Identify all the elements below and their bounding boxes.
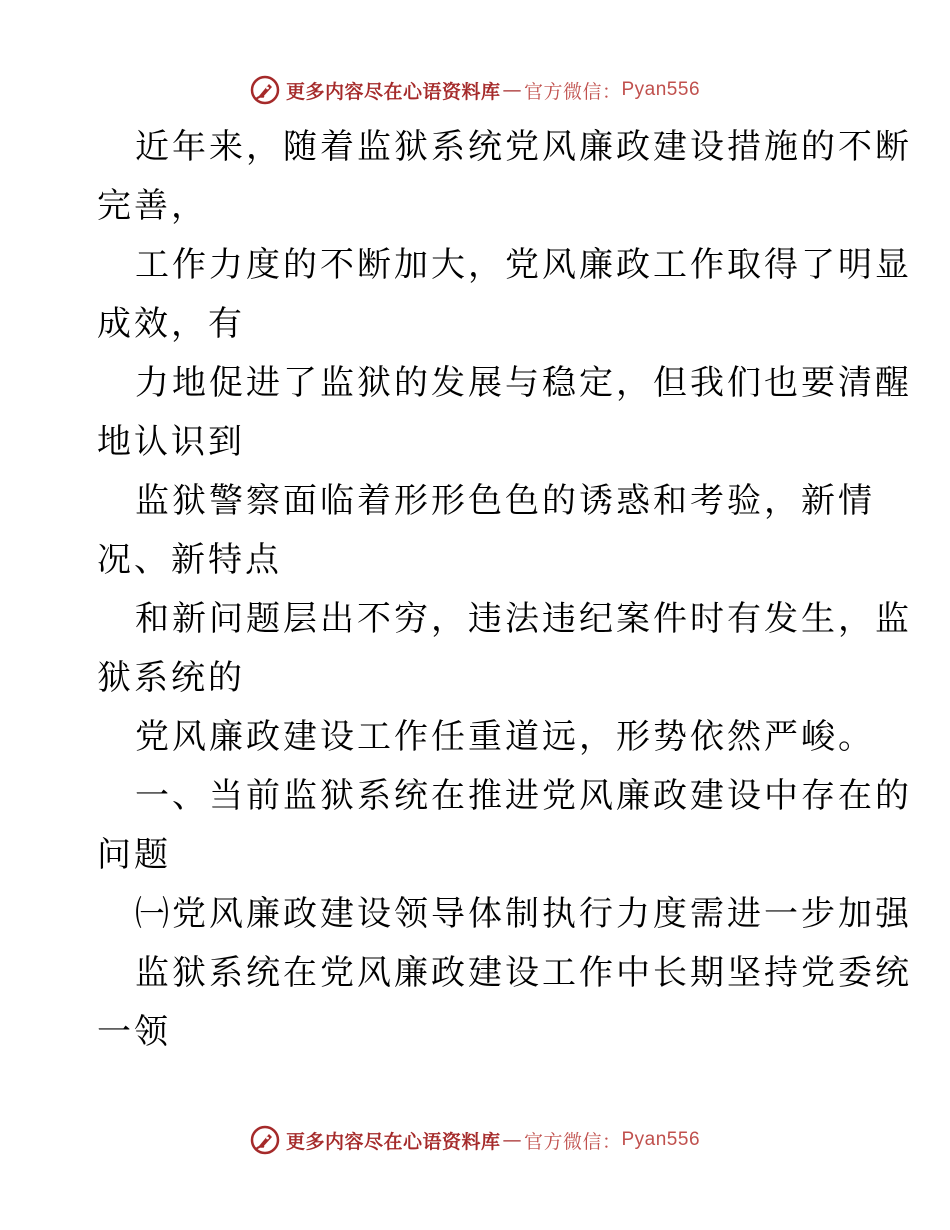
subsection-heading: ㈠党风廉政建设领导体制执行力度需进一步加强 (135, 894, 912, 934)
watermark-official-label: 官方微信： (523, 80, 622, 103)
text-line: 监狱警察面临着形形色色的诱惑和考验，新情 (135, 481, 875, 521)
text-line: 近年来，随着监狱系统党风廉政建设措施的不断 (135, 127, 912, 167)
text-line: 地认识到 (97, 422, 245, 462)
watermark-dash: — (502, 1129, 522, 1151)
text-line: 况、新特点 (97, 540, 282, 580)
text-line: 狱系统的 (97, 658, 245, 698)
text-line: 党风廉政建设工作任重道远，形势依然严峻。 (135, 717, 875, 757)
text-line: 监狱系统在党风廉政建设工作中长期坚持党委统 (135, 953, 912, 993)
footer-watermark (0, 1120, 950, 1160)
watermark-site-text: 更多内容尽在心语资料库 (285, 80, 501, 103)
document-body (97, 118, 912, 1062)
watermark-official-label: 官方微信： (523, 1130, 622, 1153)
section-heading-cont: 问题 (97, 835, 171, 875)
text-line: 一领 (97, 1012, 171, 1052)
pen-nib-icon (250, 1125, 280, 1155)
watermark-wechat-id: Pyan556 (621, 1129, 701, 1150)
text-line: 成效，有 (97, 304, 245, 344)
watermark-dash: — (502, 79, 522, 101)
section-heading: 一、当前监狱系统在推进党风廉政建设中存在的 (135, 776, 912, 816)
watermark-wechat-id: Pyan556 (621, 79, 701, 100)
pen-nib-icon (250, 75, 280, 105)
text-line: 和新问题层出不穷，违法违纪案件时有发生，监 (135, 599, 912, 639)
text-line: 力地促进了监狱的发展与稳定，但我们也要清醒 (135, 363, 912, 403)
watermark-site-text: 更多内容尽在心语资料库 (285, 1130, 501, 1153)
text-line: 工作力度的不断加大，党风廉政工作取得了明显 (135, 245, 912, 285)
text-line: 完善， (97, 186, 208, 226)
header-watermark (0, 70, 950, 110)
